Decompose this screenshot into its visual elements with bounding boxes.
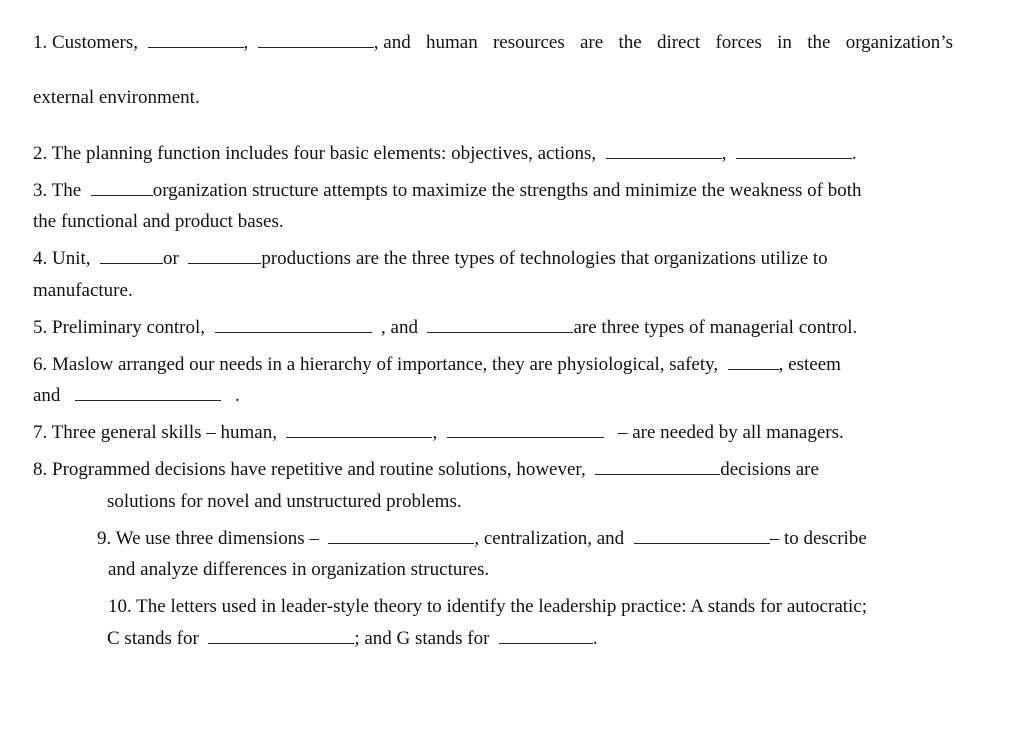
q1-word: forces [715,32,762,53]
q1-prefix: 1. Customers, , , and [33,32,411,53]
q1-word: in [777,32,792,53]
q4-text: 4. Unit, [33,248,91,269]
q3-text-2: organization structure attempts to maximize the strengths and minimize the weakness of both [152,180,862,201]
q7-blank-2[interactable] [447,422,604,438]
q6-period: . [234,385,240,406]
q4-line1 [33,248,828,270]
q2-line [33,143,857,165]
q10-line1: 10. The letters used in leader-style theory to identify the leadership practice: A stands for autocratic; [108,596,868,617]
q9-text: 9. We use three dimensions – [97,528,319,549]
q2-text: 2. The planning function includes four basic elements: objectives, actions, [33,143,597,164]
q4-blank-1[interactable] [100,248,163,264]
q1-word: the [618,32,642,53]
q1-line1 [33,32,953,54]
q6-blank-1[interactable] [728,354,779,370]
q4-or: or [163,248,179,269]
q10-blank-2[interactable] [499,628,593,644]
q2-comma: , [721,143,727,164]
q8-text: 8. Programmed decisions have repetitive and routine solutions, however, [33,459,586,480]
q7-comma: , [432,422,438,443]
q7-line [33,422,844,444]
q5-text-2: are three types of managerial control. [573,317,858,338]
q1-line2: external environment. [33,87,200,108]
q1-blank-1[interactable] [148,32,244,48]
q1-word: organization’s [845,32,953,53]
q1-word: direct [656,32,701,53]
q9-text-3: – to describe [769,528,867,549]
q5-blank-1[interactable] [215,317,372,333]
q9-line1 [97,528,867,550]
q3-line1 [33,180,862,202]
q9-line2: and analyze differences in organization structures. [108,559,490,580]
q5-line [33,317,857,339]
q10-text: C stands for [107,628,199,649]
q4-line2: manufacture. [33,280,133,301]
q1-word: resources [492,32,565,53]
q5-blank-2[interactable] [427,317,573,333]
q10-period: . [592,628,598,649]
q1-blank-2[interactable] [258,32,374,48]
q7-text-2: – are needed by all managers. [617,422,844,443]
q7-blank-1[interactable] [286,422,432,438]
q2-blank-2[interactable] [736,143,852,159]
q5-text: 5. Preliminary control, [33,317,206,338]
q6-and: and [33,385,61,406]
q2-period: . [851,143,857,164]
q1-word: the [807,32,831,53]
q6-line1 [33,354,841,376]
q9-blank-1[interactable] [328,528,474,544]
q6-text: 6. Maslow arranged our needs in a hierarchy of importance, they are physiological, safety, [33,354,719,375]
q10-blank-1[interactable] [208,628,354,644]
q1-word: are [579,32,604,53]
q4-blank-2[interactable] [188,248,261,264]
q6-line2 [33,385,240,407]
q5-and: , and [381,317,418,338]
q3-blank[interactable] [91,180,153,196]
q7-text: 7. Three general skills – human, [33,422,277,443]
q10-line2 [107,628,598,650]
q8-text-2: decisions are [720,459,819,480]
q3-text: 3. The [33,180,82,201]
q1-word: human [425,32,478,53]
q9-text-2: , centralization, and [474,528,625,549]
q6-esteem: , esteem [778,354,841,375]
q2-blank-1[interactable] [606,143,722,159]
q4-text-2: productions are the three types of technologies that organizations utilize to [261,248,828,269]
q8-line1 [33,459,819,481]
q8-blank[interactable] [595,459,720,475]
q8-line2: solutions for novel and unstructured problems. [107,491,462,512]
q9-blank-2[interactable] [634,528,770,544]
q10-text-2: ; and G stands for [354,628,490,649]
q6-blank-2[interactable] [75,385,221,401]
q3-line2: the functional and product bases. [33,211,284,232]
